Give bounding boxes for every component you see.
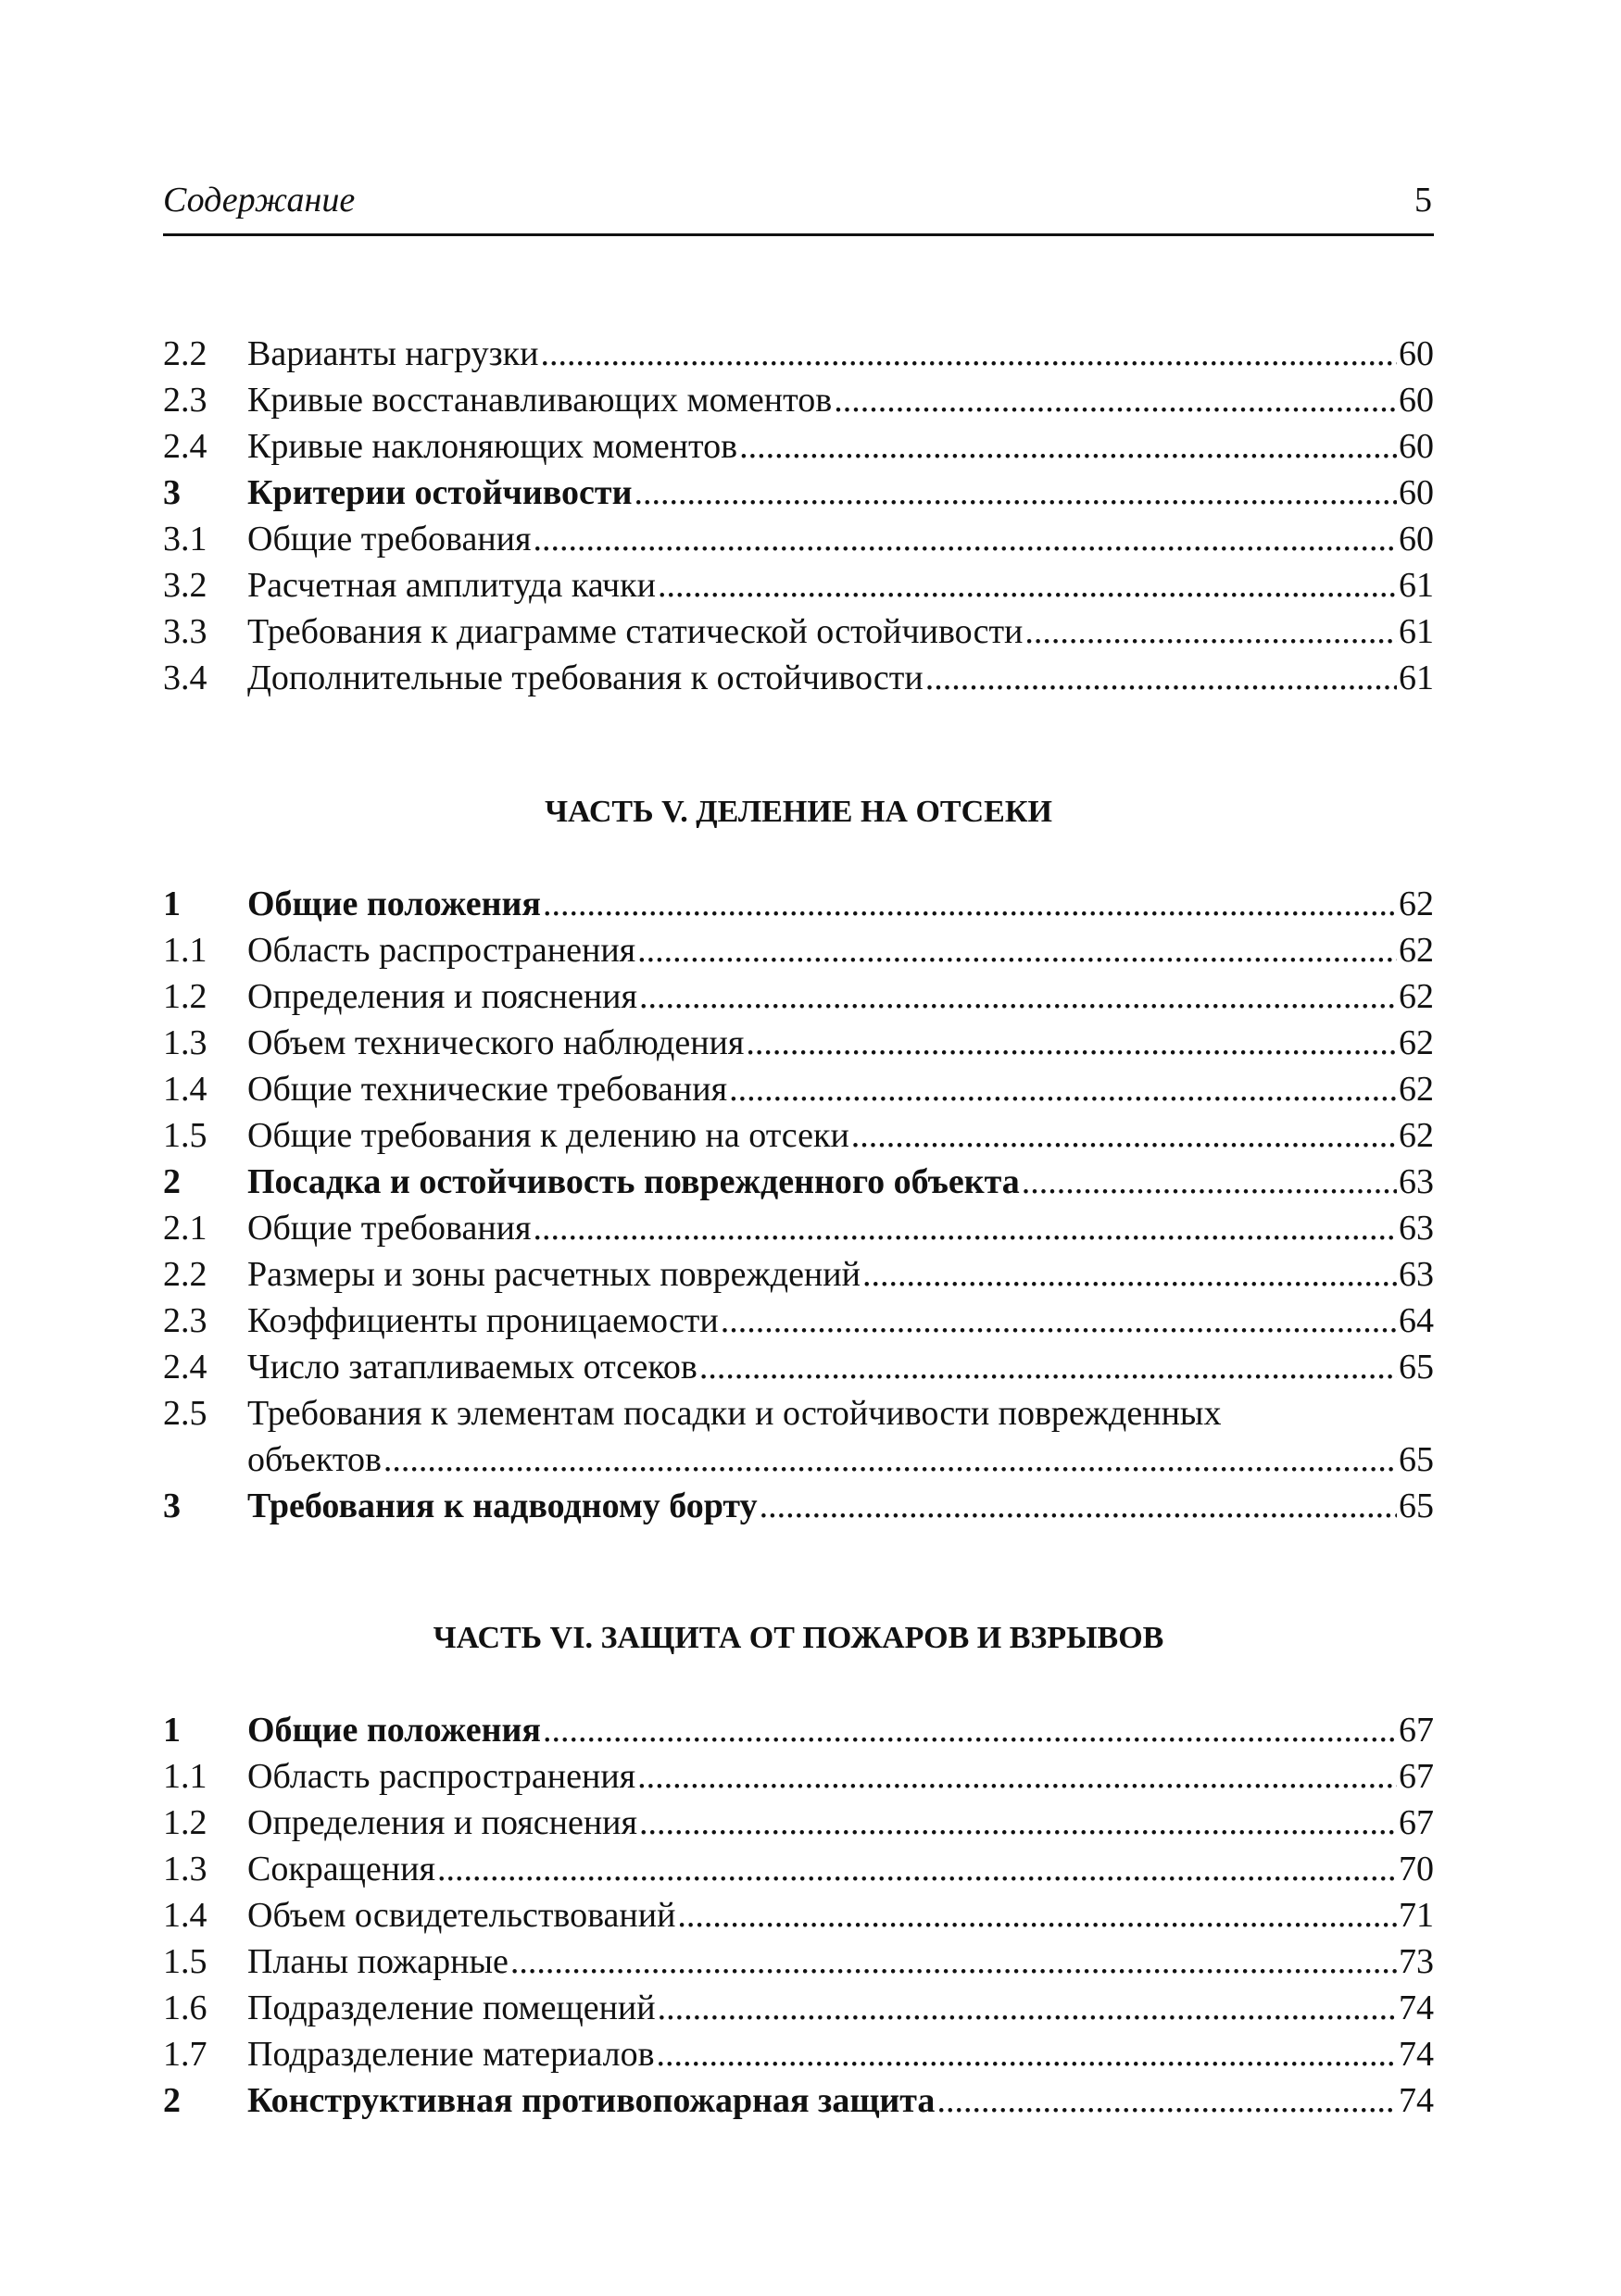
toc-entry[interactable] bbox=[163, 1753, 1434, 1800]
toc-entry[interactable] bbox=[163, 973, 1434, 1020]
toc-entry-page: 60 bbox=[1399, 334, 1434, 373]
toc-entry-page: 61 bbox=[1399, 612, 1434, 651]
toc-entry-page: 63 bbox=[1399, 1209, 1434, 1248]
dot-leader bbox=[1024, 609, 1397, 655]
toc-entry-number: 1.2 bbox=[163, 977, 207, 1016]
dot-leader bbox=[834, 377, 1397, 423]
toc-entry[interactable] bbox=[163, 1800, 1434, 1846]
toc-entry-page: 62 bbox=[1399, 885, 1434, 923]
part-6-heading: ЧАСТЬ VI. ЗАЩИТА ОТ ПОЖАРОВ И ВЗРЫВОВ bbox=[433, 1621, 1164, 1655]
dot-leader bbox=[639, 1800, 1397, 1846]
page-number: 5 bbox=[1414, 181, 1432, 220]
toc-entry-page: 65 bbox=[1399, 1348, 1434, 1386]
toc-entry-number: 1.3 bbox=[163, 1850, 207, 1888]
toc-entry-body bbox=[247, 1800, 1434, 1846]
dot-leader bbox=[746, 1020, 1397, 1066]
toc-entry-title: Определения и пояснения bbox=[247, 977, 637, 1016]
toc-entry-body bbox=[247, 1112, 1434, 1159]
dot-leader bbox=[851, 1112, 1397, 1159]
toc-entry-title: Посадка и остойчивость поврежденного объекта bbox=[247, 1162, 1020, 1201]
toc-entry-title: Конструктивная противопожарная защита bbox=[247, 2081, 936, 2120]
toc-entry-body bbox=[247, 881, 1434, 927]
dot-leader bbox=[739, 423, 1397, 470]
toc-entry-title-line2: объектов bbox=[247, 1440, 382, 1479]
toc-entry-title: Подразделение помещений bbox=[247, 1989, 656, 2027]
toc-entry-body bbox=[247, 2077, 1434, 2124]
toc-entry[interactable] bbox=[163, 1938, 1434, 1985]
dot-leader bbox=[721, 1298, 1397, 1344]
toc-entry-number: 2.5 bbox=[163, 1394, 207, 1433]
dot-leader bbox=[1022, 1159, 1397, 1205]
toc-section-continued bbox=[163, 331, 1434, 701]
toc-entry-page: 60 bbox=[1399, 427, 1434, 466]
toc-entry[interactable] bbox=[163, 1205, 1434, 1251]
toc-entry-page: 60 bbox=[1399, 473, 1434, 512]
toc-entry-body bbox=[247, 1298, 1434, 1344]
toc-entry-body bbox=[247, 470, 1434, 516]
dot-leader bbox=[925, 655, 1397, 701]
toc-entry-page: 62 bbox=[1399, 1116, 1434, 1155]
toc-entry-body bbox=[247, 516, 1434, 562]
toc-entry-body bbox=[247, 377, 1434, 423]
dot-leader bbox=[699, 1344, 1397, 1390]
toc-entry-number: 1.5 bbox=[163, 1942, 207, 1981]
toc-entry-title: Кривые восстанавливающих моментов bbox=[247, 381, 833, 420]
toc-entry-page: 65 bbox=[1399, 1487, 1434, 1525]
toc-entry-number: 2 bbox=[163, 2081, 181, 2120]
toc-entry[interactable] bbox=[163, 1483, 1434, 1529]
toc-entry-body bbox=[247, 1483, 1434, 1529]
toc-entry-body bbox=[247, 655, 1434, 701]
dot-leader bbox=[729, 1066, 1397, 1112]
toc-entry[interactable] bbox=[163, 1985, 1434, 2031]
toc-entry-number: 1 bbox=[163, 885, 181, 923]
toc-section-part-5 bbox=[163, 881, 1434, 1529]
toc-entry[interactable] bbox=[163, 377, 1434, 423]
toc-entry-page: 62 bbox=[1399, 1023, 1434, 1062]
toc-entry-number: 3 bbox=[163, 1487, 181, 1525]
toc-entry-body bbox=[247, 562, 1434, 609]
toc-entry-page: 64 bbox=[1399, 1301, 1434, 1340]
toc-entry-body bbox=[247, 973, 1434, 1020]
toc-entry-title: Область распространения bbox=[247, 931, 636, 970]
dot-leader bbox=[637, 1753, 1397, 1800]
toc-entry[interactable] bbox=[163, 470, 1434, 516]
toc-entry-page: 71 bbox=[1399, 1896, 1434, 1935]
dot-leader bbox=[936, 2077, 1397, 2124]
toc-entry[interactable] bbox=[163, 609, 1434, 655]
dot-leader bbox=[637, 927, 1397, 973]
toc-entry-title: Число затапливаемых отсеков bbox=[247, 1348, 697, 1386]
toc-entry-title: Кривые наклоняющих моментов bbox=[247, 427, 738, 466]
toc-entry-page: 63 bbox=[1399, 1255, 1434, 1294]
toc-entry-page: 73 bbox=[1399, 1942, 1434, 1981]
toc-entry-number: 1.1 bbox=[163, 931, 207, 970]
toc-entry-body bbox=[247, 1159, 1434, 1205]
toc-entry[interactable] bbox=[163, 1298, 1434, 1344]
toc-entry-body bbox=[247, 2031, 1434, 2077]
part-5-items bbox=[163, 881, 1434, 1390]
toc-entry-title: Расчетная амплитуда качки bbox=[247, 566, 656, 605]
toc-entry[interactable] bbox=[163, 1707, 1434, 1753]
toc-entry-number: 2.2 bbox=[163, 334, 207, 373]
toc-entry-body bbox=[247, 1707, 1434, 1753]
dot-leader bbox=[760, 1483, 1397, 1529]
toc-entry-number: 1.6 bbox=[163, 1989, 207, 2027]
dot-leader bbox=[543, 881, 1397, 927]
toc-entry-wrapped bbox=[247, 1390, 1434, 1483]
toc-entry-page: 70 bbox=[1399, 1850, 1434, 1888]
toc-entry-number: 2 bbox=[163, 1162, 181, 1201]
toc-entry-number: 1.3 bbox=[163, 1023, 207, 1062]
toc-entry[interactable] bbox=[163, 1344, 1434, 1390]
toc-entry-page: 61 bbox=[1399, 659, 1434, 697]
dot-leader bbox=[437, 1846, 1397, 1892]
dot-leader bbox=[634, 470, 1397, 516]
toc-entry-title: Требования к диаграмме статической остойчивости bbox=[247, 612, 1024, 651]
toc-entry-body bbox=[247, 1251, 1434, 1298]
toc-entry-number: 2.3 bbox=[163, 1301, 207, 1340]
toc-entry-title: Общие положения bbox=[247, 885, 541, 923]
toc-entry-body bbox=[247, 1846, 1434, 1892]
toc-entry-page: 65 bbox=[1399, 1440, 1434, 1479]
toc-entry-title: Подразделение материалов bbox=[247, 2035, 655, 2074]
toc-entry-number: 3 bbox=[163, 473, 181, 512]
dot-leader bbox=[510, 1938, 1397, 1985]
toc-entry-title: Область распространения bbox=[247, 1757, 636, 1796]
toc-entry[interactable] bbox=[163, 655, 1434, 701]
toc-entry-page: 67 bbox=[1399, 1803, 1434, 1842]
toc-entry[interactable] bbox=[163, 1390, 1434, 1483]
toc-entry[interactable] bbox=[163, 562, 1434, 609]
dot-leader bbox=[540, 331, 1397, 377]
toc-entry-page: 61 bbox=[1399, 566, 1434, 605]
toc-entry-number: 1.7 bbox=[163, 2035, 207, 2074]
toc-entry[interactable] bbox=[163, 1112, 1434, 1159]
toc-entry-body bbox=[247, 1020, 1434, 1066]
dot-leader bbox=[533, 516, 1397, 562]
toc-entry-number: 1.1 bbox=[163, 1757, 207, 1796]
toc-entry-title: Планы пожарные bbox=[247, 1942, 509, 1981]
toc-entry-title: Объем технического наблюдения bbox=[247, 1023, 745, 1062]
toc-entry-body bbox=[247, 1205, 1434, 1251]
toc-entry[interactable] bbox=[163, 2077, 1434, 2124]
toc-entry-body bbox=[247, 927, 1434, 973]
running-header bbox=[163, 176, 1434, 236]
toc-entry[interactable] bbox=[163, 2031, 1434, 2077]
toc-entry[interactable] bbox=[163, 1846, 1434, 1892]
toc-entry-page: 62 bbox=[1399, 931, 1434, 970]
toc-entry-number: 1.4 bbox=[163, 1896, 207, 1935]
toc-entry-title: Общие требования bbox=[247, 1209, 532, 1248]
dot-leader bbox=[677, 1892, 1397, 1938]
toc-entry-number: 1.5 bbox=[163, 1116, 207, 1155]
toc-entry-number: 2.4 bbox=[163, 427, 207, 466]
toc-entry-number: 2.2 bbox=[163, 1255, 207, 1294]
toc-entry-number: 3.1 bbox=[163, 520, 207, 558]
toc-entry-title: Размеры и зоны расчетных повреждений bbox=[247, 1255, 861, 1294]
toc-entry[interactable] bbox=[163, 1892, 1434, 1938]
toc-entry-title: Варианты нагрузки bbox=[247, 334, 539, 373]
toc-entry-page: 62 bbox=[1399, 1070, 1434, 1109]
toc-entry-body bbox=[247, 423, 1434, 470]
toc-section-part-6 bbox=[163, 1707, 1434, 2124]
toc-entry[interactable] bbox=[163, 1251, 1434, 1298]
toc-entry-page: 67 bbox=[1399, 1757, 1434, 1796]
toc-entry-number: 3.2 bbox=[163, 566, 207, 605]
toc-entry-number: 1 bbox=[163, 1711, 181, 1750]
toc-entry-number: 3.4 bbox=[163, 659, 207, 697]
toc-entry-title: Критерии остойчивости bbox=[247, 473, 633, 512]
toc-entry-title: Коэффициенты проницаемости bbox=[247, 1301, 719, 1340]
toc-entry-page: 74 bbox=[1399, 2035, 1434, 2074]
dot-leader bbox=[543, 1707, 1397, 1753]
toc-entry-title: Объем освидетельствований bbox=[247, 1896, 676, 1935]
toc-entry[interactable] bbox=[163, 331, 1434, 377]
toc-entry-number: 1.2 bbox=[163, 1803, 207, 1842]
toc-entry[interactable] bbox=[163, 1159, 1434, 1205]
toc-entry-page: 60 bbox=[1399, 520, 1434, 558]
toc-entry-page: 60 bbox=[1399, 381, 1434, 420]
toc-entry-title: Дополнительные требования к остойчивости bbox=[247, 659, 924, 697]
toc-entry-body bbox=[247, 1938, 1434, 1985]
toc-entry-body bbox=[247, 331, 1434, 377]
toc-entry[interactable] bbox=[163, 423, 1434, 470]
toc-entry-number: 2.1 bbox=[163, 1209, 207, 1248]
part-5-heading: ЧАСТЬ V. ДЕЛЕНИЕ НА ОТСЕКИ bbox=[545, 795, 1052, 829]
toc-entry-title: Определения и пояснения bbox=[247, 1803, 637, 1842]
toc-entry-page: 62 bbox=[1399, 977, 1434, 1016]
toc-entry-page: 74 bbox=[1399, 1989, 1434, 2027]
dot-leader bbox=[862, 1251, 1397, 1298]
toc-entry-number: 2.3 bbox=[163, 381, 207, 420]
dot-leader bbox=[657, 2031, 1397, 2077]
dot-leader bbox=[658, 562, 1397, 609]
toc-entry-body bbox=[247, 1066, 1434, 1112]
toc-entry-number: 1.4 bbox=[163, 1070, 207, 1109]
toc-entry[interactable] bbox=[163, 1066, 1434, 1112]
toc-entry[interactable] bbox=[163, 927, 1434, 973]
dot-leader bbox=[639, 973, 1397, 1020]
toc-entry[interactable] bbox=[163, 881, 1434, 927]
toc-entry-number: 3.3 bbox=[163, 612, 207, 651]
header-title: Содержание bbox=[163, 181, 356, 220]
toc-entry-title: Общие технические требования bbox=[247, 1070, 728, 1109]
dot-leader bbox=[658, 1985, 1397, 2031]
toc-entry-body bbox=[247, 1344, 1434, 1390]
toc-entry-title: Общие положения bbox=[247, 1711, 541, 1750]
dot-leader bbox=[533, 1205, 1397, 1251]
toc-entry-body bbox=[247, 1892, 1434, 1938]
toc-entry-number: 2.4 bbox=[163, 1348, 207, 1386]
toc-entry-page: 63 bbox=[1399, 1162, 1434, 1201]
toc-entry-page: 67 bbox=[1399, 1711, 1434, 1750]
toc-entry-body bbox=[247, 609, 1434, 655]
toc-entry-title-line1: Требования к элементам посадки и остойчивости поврежденных bbox=[247, 1394, 1222, 1433]
toc-entry-line2 bbox=[247, 1437, 1434, 1483]
toc-entry-title: Общие требования к делению на отсеки bbox=[247, 1116, 849, 1155]
toc-entry-title: Сокращения bbox=[247, 1850, 435, 1888]
toc-entry-title: Требования к надводному борту bbox=[247, 1487, 758, 1525]
toc-entry[interactable] bbox=[163, 1020, 1434, 1066]
toc-entry-body bbox=[247, 1985, 1434, 2031]
dot-leader bbox=[383, 1437, 1397, 1483]
toc-entry-body bbox=[247, 1753, 1434, 1800]
toc-entry[interactable] bbox=[163, 516, 1434, 562]
toc-entry-page: 74 bbox=[1399, 2081, 1434, 2120]
toc-entry-title: Общие требования bbox=[247, 520, 532, 558]
